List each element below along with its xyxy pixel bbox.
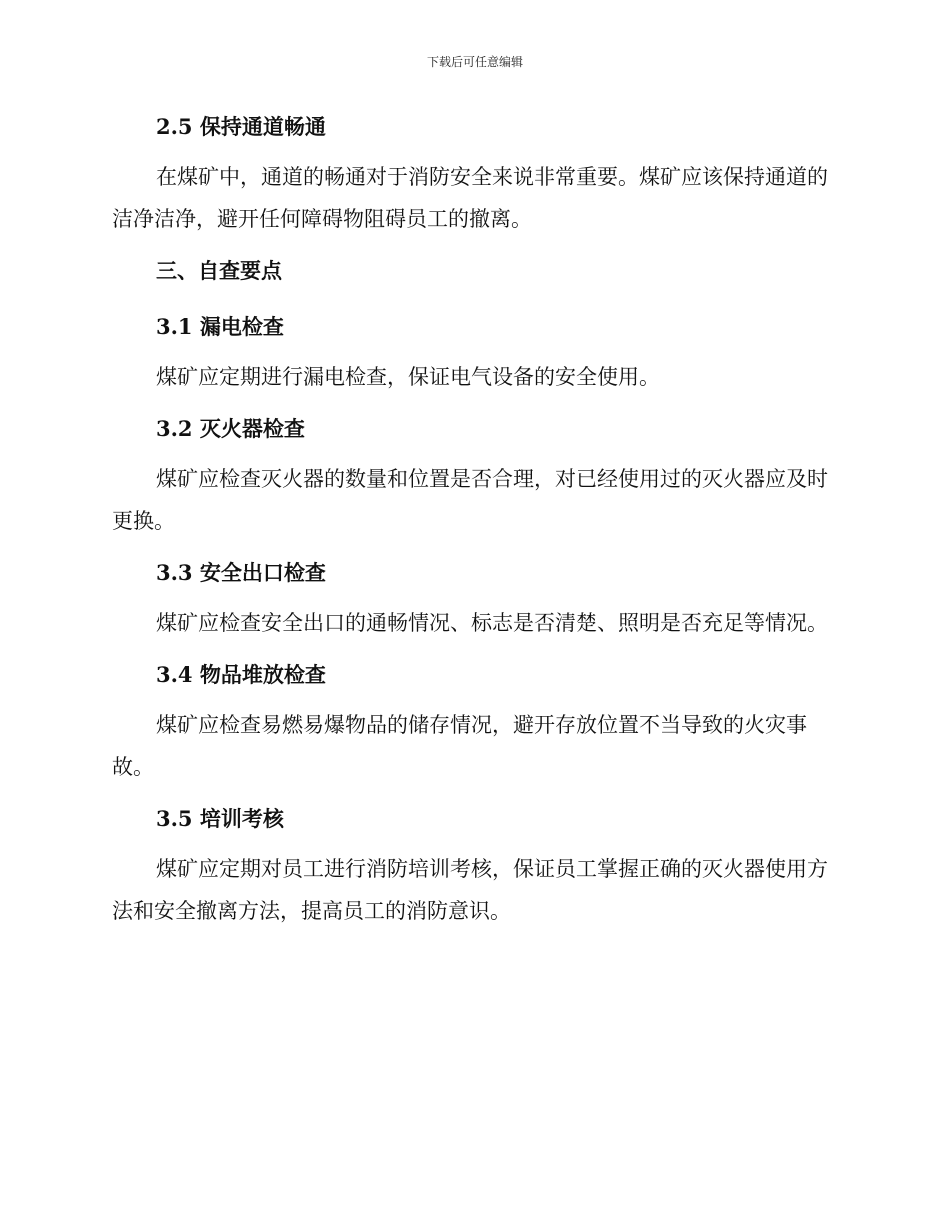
section-heading-2-5: 2.5 保持通道畅通 xyxy=(156,114,326,139)
section-heading-3-3: 3.3 安全出口检查 xyxy=(156,560,326,585)
section-heading-3-5: 3.5 培训考核 xyxy=(156,806,284,831)
section-body-3-3: 煤矿应检查安全出口的通畅情况、标志是否清楚、照明是否充足等情况。 xyxy=(156,611,828,635)
chapter-heading-3: 三、自查要点 xyxy=(156,258,282,283)
document-body xyxy=(112,108,838,932)
section-body-3-1: 煤矿应定期进行漏电检查，保证电气设备的安全使用。 xyxy=(156,365,660,389)
section-heading-3-4: 3.4 物品堆放检查 xyxy=(156,662,326,687)
section-body-2-5: 在煤矿中，通道的畅通对于消防安全来说非常重要。煤矿应该保持通道的洁净洁净，避开任何障碍物阻碍员工的撤离。 xyxy=(112,165,828,231)
page-header: 下载后可任意编辑 xyxy=(426,55,523,69)
section-body-3-5: 煤矿应定期对员工进行消防培训考核，保证员工掌握正确的灭火器使用方法和安全撤离方法，提高员工的消防意识。 xyxy=(112,857,828,923)
section-body-3-2: 煤矿应检查灭火器的数量和位置是否合理，对已经使用过的灭火器应及时更换。 xyxy=(112,467,828,533)
section-body-3-4: 煤矿应检查易燃易爆物品的储存情况，避开存放位置不当导致的火灾事故。 xyxy=(112,713,807,779)
section-heading-3-2: 3.2 灭火器检查 xyxy=(156,416,305,441)
section-heading-3-1: 3.1 漏电检查 xyxy=(156,314,284,339)
